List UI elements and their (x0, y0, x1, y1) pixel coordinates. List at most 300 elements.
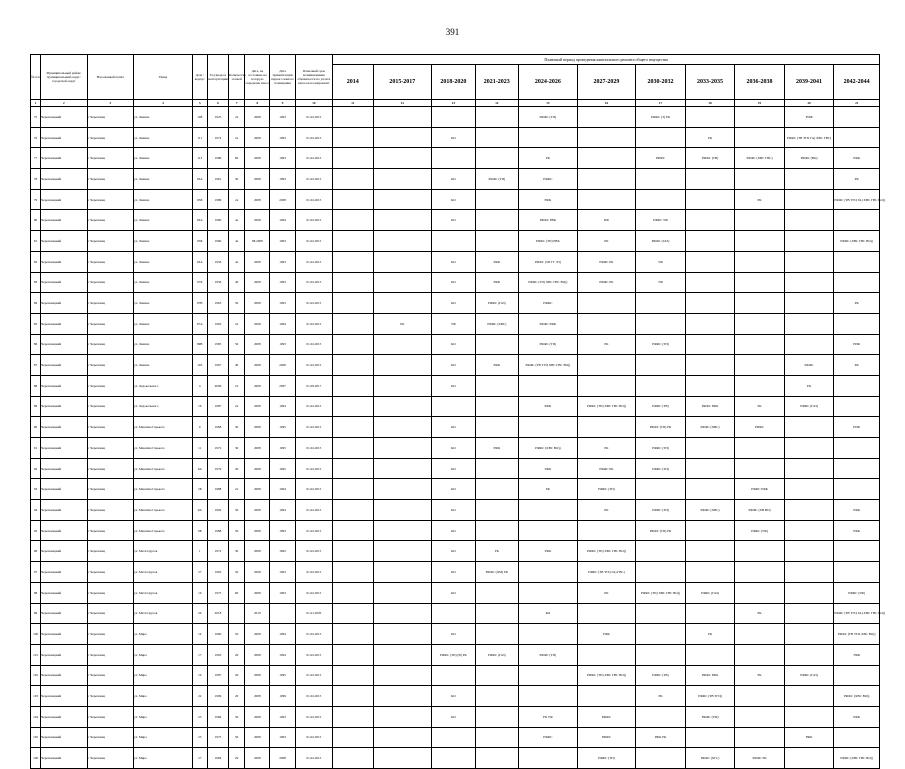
table-row (31, 541, 880, 562)
municipality-cell: Череповецкий (41, 355, 87, 376)
wear-date-cell: 2008 (245, 107, 270, 128)
plan-period-cell (373, 107, 432, 128)
year-built-cell: 1987 (207, 665, 228, 686)
street-cell: ул. Ленина (134, 334, 193, 355)
column-number: 18 (685, 100, 735, 107)
payment-due-cell: 01.02.2015 (295, 313, 332, 334)
wear-date-cell: 2008 (245, 375, 270, 396)
plan-period-cell (834, 127, 880, 148)
municipality-cell: Череповецкий (41, 458, 87, 479)
plan-period-cell (333, 562, 373, 583)
column-number: 3 (87, 100, 133, 107)
house-cell: 9А (192, 500, 207, 521)
plan-period-cell (475, 686, 518, 707)
house-cell: 4 (192, 375, 207, 396)
town-cell: г. Череповец (87, 189, 133, 210)
plan-period-cell (784, 458, 834, 479)
plan-period-cell: РФК (519, 396, 578, 417)
plan-period-cell: РФФС (ГАЗ) (685, 582, 735, 603)
plan-period-cell (373, 189, 432, 210)
privatization-date-cell: 1993 (270, 727, 295, 748)
payment-due-cell: 01.02.2015 (295, 582, 332, 603)
town-cell: г. Череповец (87, 727, 133, 748)
header-cell: Плановый срок возникновения обязанности по уплате взносов на капремонт (295, 55, 332, 100)
plan-period-cell (373, 541, 432, 562)
year-header: 2014 (333, 65, 373, 100)
payment-due-cell: 01.02.2015 (295, 748, 332, 769)
plan-period-cell: РФФС (519, 169, 578, 190)
plan-period-cell: РК (834, 293, 880, 314)
municipality-cell: Череповецкий (41, 541, 87, 562)
plan-period-cell (333, 313, 373, 334)
row-number: 96 (31, 541, 41, 562)
town-cell: г. Череповец (87, 624, 133, 645)
plan-period-cell: РФФС (ХВС ВО)) (834, 686, 880, 707)
year-built-cell: 1984 (207, 706, 228, 727)
plan-period-cell: РК (784, 375, 834, 396)
plan-period-cell: РФФС (ТП) ХВС ГВС ВО)) (519, 272, 578, 293)
plan-period-cell (333, 603, 373, 624)
payment-due-cell: 01.02.2015 (295, 189, 332, 210)
table-row (31, 189, 880, 210)
table-row (31, 251, 880, 272)
municipality-cell: Череповецкий (41, 438, 87, 459)
plan-period-cell (685, 375, 735, 396)
plan-period-cell (577, 189, 636, 210)
plan-period-cell: РФК (834, 500, 880, 521)
privatization-date-cell: 1992 (270, 541, 295, 562)
plan-period-cell (636, 169, 686, 190)
floors-cell: 2а (229, 107, 245, 128)
plan-period-cell (784, 417, 834, 438)
plan-period-cell: РФФС (ТП) РК (636, 417, 686, 438)
plan-period-cell: РФК (475, 251, 518, 272)
wear-date-cell: 2008 (245, 251, 270, 272)
column-number-row (31, 100, 880, 107)
plan-period-cell: РФФС (ТП ГГ ЭЗ) (519, 251, 578, 272)
year-built-cell: 1965 (207, 313, 228, 334)
municipality-cell: Череповецкий (41, 251, 87, 272)
year-header: 2036-2038 (735, 65, 785, 100)
town-cell: г. Череповец (87, 438, 133, 459)
plan-period-cell (577, 293, 636, 314)
plan-period-cell: РК (735, 603, 785, 624)
payment-due-cell: 01.02.2015 (295, 417, 332, 438)
floors-cell: 4а (229, 251, 245, 272)
plan-period-cell (636, 355, 686, 376)
plan-period-cell: РК (475, 541, 518, 562)
plan-period-cell (735, 313, 785, 334)
plan-period-cell (333, 396, 373, 417)
floors-cell: 60 (229, 148, 245, 169)
year-header: 2039-2041 (784, 65, 834, 100)
table-row (31, 727, 880, 748)
plan-period-cell (475, 624, 518, 645)
plan-period-cell (373, 479, 432, 500)
row-number: 77 (31, 148, 41, 169)
wear-date-cell: 2008 (245, 520, 270, 541)
plan-period-cell (636, 706, 686, 727)
plan-period-cell (373, 272, 432, 293)
table-row (31, 272, 880, 293)
town-cell: г. Череповец (87, 520, 133, 541)
plan-period-cell (636, 562, 686, 583)
house-cell: 19 (192, 665, 207, 686)
plan-period-cell (432, 665, 475, 686)
plan-period-cell (735, 582, 785, 603)
payment-due-cell: 01.02.2015 (295, 438, 332, 459)
street-cell: ул. Ленина (134, 313, 193, 334)
column-number: 17 (636, 100, 686, 107)
municipality-cell: Череповецкий (41, 293, 87, 314)
plan-period-cell: УФК (834, 644, 880, 665)
wear-date-cell: 2008 (245, 417, 270, 438)
plan-period-cell (432, 727, 475, 748)
privatization-date-cell: 1993 (270, 231, 295, 252)
plan-period-cell: РФК (834, 520, 880, 541)
plan-period-cell (519, 624, 578, 645)
plan-period-cell (784, 189, 834, 210)
plan-period-cell (333, 107, 373, 128)
plan-period-cell (333, 251, 373, 272)
plan-period-cell: КО (432, 562, 475, 583)
row-number: 105 (31, 727, 41, 748)
plan-period-cell (373, 665, 432, 686)
privatization-date-cell: 2007 (270, 375, 295, 396)
wear-date-cell: 2008 (245, 644, 270, 665)
plan-period-cell (735, 706, 785, 727)
plan-period-cell (333, 500, 373, 521)
plan-period-cell (373, 603, 432, 624)
house-cell: 5Б (192, 479, 207, 500)
year-built-cell: 1960 (207, 231, 228, 252)
column-number: 1 (31, 100, 41, 107)
privatization-date-cell: 1993 (270, 706, 295, 727)
payment-due-cell: 01.02.2015 (295, 396, 332, 417)
header-cell: Количество этажей (229, 55, 245, 100)
plan-period-cell (475, 189, 518, 210)
row-number: 83 (31, 272, 41, 293)
plan-period-cell (784, 644, 834, 665)
floors-cell: 10 (229, 375, 245, 396)
year-built-cell: 1975 (207, 727, 228, 748)
row-number: 104 (31, 706, 41, 727)
table-row (31, 686, 880, 707)
table-row (31, 520, 880, 541)
column-number: 20 (784, 100, 834, 107)
wear-date-cell: 08.2008 (245, 231, 270, 252)
house-cell: 9Б (192, 520, 207, 541)
payment-due-cell: 01.02.2015 (295, 562, 332, 583)
floors-cell: 30 (229, 169, 245, 190)
plan-period-cell (519, 582, 578, 603)
plan-period-cell: КО (432, 686, 475, 707)
floors-cell: 30 (229, 458, 245, 479)
plan-period-cell (475, 375, 518, 396)
town-cell: г. Череповец (87, 541, 133, 562)
plan-period-cell (735, 169, 785, 190)
house-cell: 27 (192, 562, 207, 583)
header-cell: Год ввода в эксплуатацию (207, 55, 228, 100)
payment-due-cell: 01.01.2020 (295, 603, 332, 624)
plan-period-cell (685, 644, 735, 665)
privatization-date-cell: 2006 (270, 355, 295, 376)
plan-period-cell: КО (432, 355, 475, 376)
plan-period-cell (519, 417, 578, 438)
year-built-cell: 1925 (207, 107, 228, 128)
plan-period-cell: РФФС (ГАЗ) (636, 231, 686, 252)
plan-period-cell (784, 479, 834, 500)
wear-date-cell: 2008 (245, 706, 270, 727)
house-cell: 113 (192, 148, 207, 169)
wear-date-cell: 2008 (245, 210, 270, 231)
house-cell: 26 (192, 603, 207, 624)
payment-due-cell: 01.02.2015 (295, 706, 332, 727)
plan-period-cell: РФФС (784, 355, 834, 376)
plan-period-cell (784, 293, 834, 314)
plan-period-cell (373, 251, 432, 272)
plan-period-cell: РК (577, 231, 636, 252)
table-row (31, 582, 880, 603)
house-cell: 16 (192, 396, 207, 417)
row-number: 88 (31, 375, 41, 396)
payment-due-cell: 01.02.2015 (295, 272, 332, 293)
street-cell: ул. Максима Горького (134, 520, 193, 541)
table-row (31, 210, 880, 231)
town-cell: г. Череповец (87, 458, 133, 479)
house-cell: 93А (192, 169, 207, 190)
municipality-cell: Череповецкий (41, 582, 87, 603)
row-number: 101 (31, 644, 41, 665)
year-header: 2015-2017 (373, 65, 432, 100)
plan-period-cell (784, 210, 834, 231)
town-cell: г. Череповец (87, 231, 133, 252)
floors-cell: 20 (229, 686, 245, 707)
town-cell: г. Череповец (87, 665, 133, 686)
plan-period-cell: РФФС (ТП) (636, 500, 686, 521)
wear-date-cell: 2008 (245, 272, 270, 293)
plan-period-cell (373, 438, 432, 459)
payment-due-cell: 01.02.2015 (295, 293, 332, 314)
table-row (31, 458, 880, 479)
row-number: 92 (31, 458, 41, 479)
town-cell: г. Череповец (87, 210, 133, 231)
floors-cell: 40 (229, 355, 245, 376)
column-number: 10 (295, 100, 332, 107)
plan-period-cell: РК (577, 438, 636, 459)
row-number: 99 (31, 603, 41, 624)
plan-period-cell (333, 665, 373, 686)
column-number: 14 (475, 100, 518, 107)
street-cell: ул. Ленина (134, 251, 193, 272)
plan-period-cell (577, 148, 636, 169)
house-cell: 9 (192, 417, 207, 438)
house-cell: 111 (192, 127, 207, 148)
plan-period-cell (373, 231, 432, 252)
plan-period-cell: РК (834, 169, 880, 190)
town-cell: г. Череповец (87, 251, 133, 272)
plan-period-cell: КО (432, 251, 475, 272)
plan-period-cell: РФФС (ГАЗ) (475, 293, 518, 314)
plan-period-cell: РФФС (УФ) (735, 520, 785, 541)
plan-period-cell (784, 272, 834, 293)
plan-period-cell (834, 107, 880, 128)
municipality-cell: Череповецкий (41, 686, 87, 707)
year-built-cell: 1956 (207, 272, 228, 293)
plan-period-cell (333, 169, 373, 190)
plan-period-cell (333, 355, 373, 376)
municipality-cell: Череповецкий (41, 210, 87, 231)
street-cell: ул. Ленина (134, 293, 193, 314)
municipality-cell: Череповецкий (41, 562, 87, 583)
municipality-cell: Череповецкий (41, 334, 87, 355)
floors-cell: 30 (229, 417, 245, 438)
town-cell: г. Череповец (87, 396, 133, 417)
group-header: Плановый период проведения капитального ремонта общего имущества (333, 55, 880, 65)
plan-period-cell (577, 375, 636, 396)
plan-period-cell: РФФС (ТП) (В) РК (432, 644, 475, 665)
payment-due-cell: 01.02.2015 (295, 665, 332, 686)
wear-date-cell: 2008 (245, 582, 270, 603)
plan-period-cell: РФФС (УФ) (834, 582, 880, 603)
plan-period-cell (834, 396, 880, 417)
plan-period-cell: РК (735, 189, 785, 210)
plan-period-cell: РФФС (УФ) (685, 706, 735, 727)
plan-period-cell: РФФС (ХВС) (685, 500, 735, 521)
plan-period-cell (834, 375, 880, 396)
row-number: 106 (31, 748, 41, 769)
plan-period-cell: РФФС (ТП) ХВС ГВС ВО)) (577, 665, 636, 686)
table-row (31, 500, 880, 521)
plan-period-cell (373, 520, 432, 541)
town-cell: г. Череповец (87, 706, 133, 727)
plan-period-cell (373, 624, 432, 645)
row-number: 100 (31, 624, 41, 645)
house-cell: 93А (192, 251, 207, 272)
house-cell: 25 (192, 727, 207, 748)
plan-period-cell (685, 562, 735, 583)
wear-date-cell: 2008 (245, 293, 270, 314)
municipality-cell: Череповецкий (41, 313, 87, 334)
house-cell: 93Б (192, 189, 207, 210)
town-cell: г. Череповец (87, 686, 133, 707)
table-row (31, 665, 880, 686)
payment-due-cell: 01.02.2015 (295, 541, 332, 562)
privatization-date-cell: 1994 (270, 210, 295, 231)
table-row (31, 148, 880, 169)
wear-date-cell: 2008 (245, 334, 270, 355)
municipality-cell: Череповецкий (41, 396, 87, 417)
wear-date-cell: 2008 (245, 355, 270, 376)
privatization-date-cell: 1994 (270, 644, 295, 665)
street-cell: ул. Ленина (134, 272, 193, 293)
plan-period-cell (834, 313, 880, 334)
plan-period-cell (685, 458, 735, 479)
plan-period-cell (373, 686, 432, 707)
plan-period-cell (685, 479, 735, 500)
house-cell: 17 (192, 644, 207, 665)
plan-period-cell (784, 541, 834, 562)
plan-period-cell (333, 686, 373, 707)
table-row (31, 706, 880, 727)
town-cell: г. Череповец (87, 169, 133, 190)
plan-period-cell: КО (432, 169, 475, 190)
plan-period-cell (373, 293, 432, 314)
wear-date-cell: 2008 (245, 479, 270, 500)
plan-period-cell: РК (685, 127, 735, 148)
plan-period-cell: РФФС (ХВС ГВС ВО)) (834, 748, 880, 769)
floors-cell: 2а (229, 396, 245, 417)
plan-period-cell (636, 127, 686, 148)
wear-date-cell: 2008 (245, 438, 270, 459)
payment-due-cell: 01.02.2015 (295, 458, 332, 479)
plan-period-cell (577, 107, 636, 128)
privatization-date-cell: 1995 (270, 665, 295, 686)
wear-date-cell: 2008 (245, 727, 270, 748)
year-built-cell: 1975 (207, 582, 228, 603)
plan-period-cell (784, 334, 834, 355)
row-number: 78 (31, 169, 41, 190)
plan-period-cell (735, 438, 785, 459)
plan-period-cell (784, 603, 834, 624)
plan-period-cell: РК (577, 334, 636, 355)
plan-period-cell (475, 458, 518, 479)
plan-period-cell: РФФС (ХВС ГВС ВО)) (834, 231, 880, 252)
plan-period-cell (685, 313, 735, 334)
plan-period-cell (373, 417, 432, 438)
municipality-cell: Череповецкий (41, 272, 87, 293)
plan-period-cell: РФФС (ХГС) (685, 748, 735, 769)
header-cell: Улица (134, 55, 193, 100)
plan-period-cell (432, 603, 475, 624)
floors-cell: 50 (229, 624, 245, 645)
plan-period-cell (685, 231, 735, 252)
payment-due-cell: 01.02.2015 (295, 727, 332, 748)
plan-period-cell: РК (577, 582, 636, 603)
plan-period-cell (685, 334, 735, 355)
plan-period-cell (519, 375, 578, 396)
plan-period-cell: КО (432, 375, 475, 396)
plan-period-cell (373, 169, 432, 190)
floors-cell: 2а (229, 127, 245, 148)
plan-period-cell (519, 127, 578, 148)
privatization-date-cell: 1993 (270, 562, 295, 583)
plan-period-cell (373, 582, 432, 603)
row-number: 86 (31, 334, 41, 355)
plan-period-cell: УФК (519, 458, 578, 479)
plan-period-cell: РК (577, 500, 636, 521)
plan-period-cell (475, 665, 518, 686)
plan-period-cell (373, 562, 432, 583)
table-row (31, 355, 880, 376)
year-header: 2021-2023 (475, 65, 518, 100)
plan-period-cell: РПФ (784, 107, 834, 128)
plan-period-cell (685, 293, 735, 314)
payment-due-cell: 01.02.2015 (295, 624, 332, 645)
plan-period-cell (577, 355, 636, 376)
column-number: 16 (577, 100, 636, 107)
plan-period-cell (475, 417, 518, 438)
wear-date-cell: 2008 (245, 562, 270, 583)
town-cell: г. Череповец (87, 500, 133, 521)
wear-date-cell: 2008 (245, 624, 270, 645)
payment-due-cell: 01.02.2015 (295, 107, 332, 128)
plan-period-cell: КО (432, 210, 475, 231)
plan-period-cell: РФФС РК (577, 272, 636, 293)
plan-period-cell (685, 541, 735, 562)
municipality-cell: Череповецкий (41, 644, 87, 665)
plan-period-cell: РФФС (ОМ) РК (475, 562, 518, 583)
